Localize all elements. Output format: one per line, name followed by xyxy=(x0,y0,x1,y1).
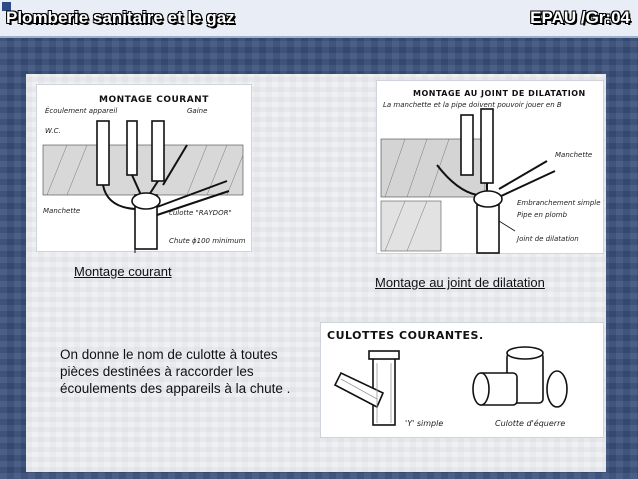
label-embranchement: Embranchement simple xyxy=(517,199,601,207)
joint-dilatation-title: MONTAGE AU JOINT DE DILATATION xyxy=(413,89,586,98)
label-gaine: Gaine xyxy=(187,107,208,115)
label-equerre: Culotte d'équerre xyxy=(495,419,566,428)
label-manchette: Manchette xyxy=(43,207,81,215)
label-culotte: culotte "RAYDOR" xyxy=(169,209,232,217)
label-y-simple: 'Y' simple xyxy=(405,419,444,428)
figure-joint-dilatation xyxy=(376,80,604,254)
figure-montage-courant xyxy=(36,84,252,252)
label-wc: W.C. xyxy=(45,127,61,135)
label-manchette-joint: Manchette xyxy=(555,151,593,159)
caption-montage-courant: Montage courant xyxy=(74,264,172,279)
figure-culottes xyxy=(320,322,604,438)
label-joint: Joint de dilatation xyxy=(517,235,579,243)
slide-code: EPAU /Gr:04 xyxy=(530,8,630,27)
label-note: La manchette et la pipe doivent pouvoir jouer en B xyxy=(383,101,562,109)
label-pipe: Pipe en plomb xyxy=(517,211,568,219)
label-ecoulement: Écoulement appareil xyxy=(45,107,118,115)
caption-joint-dilatation: Montage au joint de dilatation xyxy=(375,275,545,290)
description-text: On donne le nom de culotte à toutes pièces destinées à raccorder les écoulements des appareils à la chute . xyxy=(60,347,291,396)
montage-courant-title: MONTAGE COURANT xyxy=(99,95,209,105)
title-bar xyxy=(0,0,638,38)
culottes-title: CULOTTES COURANTES. xyxy=(327,329,484,342)
slide-title: Plomberie sanitaire et le gaz xyxy=(6,8,235,27)
label-chute: Chute ϕ100 minimum xyxy=(169,237,246,245)
